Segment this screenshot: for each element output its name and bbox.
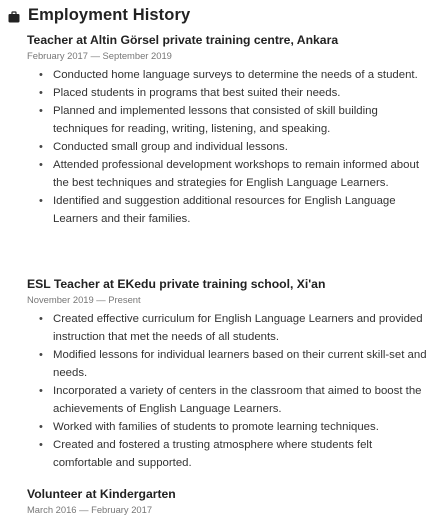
job-bullet-list [27, 66, 432, 228]
briefcase-icon [8, 10, 20, 22]
job-entry [27, 276, 432, 472]
list-item: • Conducted small group and individual lessons. [37, 138, 432, 156]
job-bullet-list [27, 310, 432, 472]
job-title: ESL Teacher at EKedu private training school, Xi'an [27, 277, 326, 291]
employment-history-header [8, 6, 190, 25]
job-entry [27, 32, 432, 228]
list-item: • Planned and implemented lessons that consisted of skill building techniques for reading, writing, listening, and speaking. [37, 102, 432, 138]
job-dates: November 2019 — Present [27, 294, 141, 305]
list-item: • Modified lessons for individual learners based on their current skill-set and needs. [37, 346, 432, 382]
job-dates: March 2016 — February 2017 [27, 504, 153, 515]
list-item: • Incorporated a variety of centers in the classroom that aimed to boost the achievements of English Language Learners. [37, 382, 432, 418]
list-item: • Worked with families of students to promote learning techniques. [37, 418, 432, 436]
job-title: Volunteer at Kindergarten [27, 487, 176, 501]
job-title: Teacher at Altin Görsel private training centre, Ankara [27, 33, 339, 47]
list-item: • Placed students in programs that best suited their needs. [37, 84, 432, 102]
list-item: • Attended professional development workshops to remain informed about the best techniques and strategies for English Language Learners. [37, 156, 432, 192]
section-title: Employment History [28, 6, 191, 24]
list-item: • Created effective curriculum for English Language Learners and provided instruction that met the needs of all students. [37, 310, 432, 346]
list-item: • Identified and suggestion additional resources for English Language Learners and their families. [37, 192, 432, 228]
job-entry [27, 486, 432, 516]
list-item: • Conducted home language surveys to determine the needs of a student. [37, 66, 432, 84]
job-dates: February 2017 — September 2019 [27, 50, 172, 61]
list-item: • Created and fostered a trusting atmosphere where students felt comfortable and supported. [37, 436, 432, 472]
